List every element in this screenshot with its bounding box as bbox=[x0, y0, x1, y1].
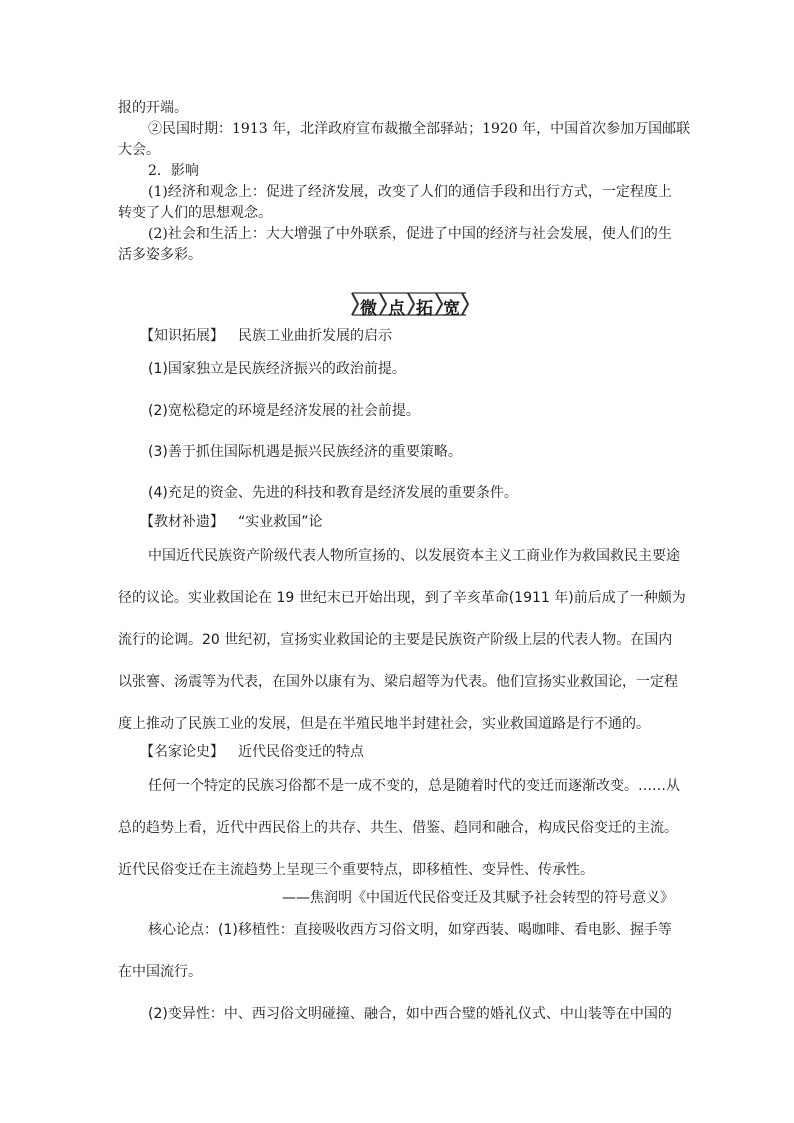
scholar-line: 近代民俗变迁在主流趋势上呈现三个重要特点，即移植性、变异性、传承性。 bbox=[118, 862, 594, 878]
text-line: (1)经济和观念上：促进了经济发展，改变了人们的通信手段和出行方式，一定程度上 bbox=[148, 184, 672, 200]
text-line: 大会。 bbox=[118, 142, 160, 158]
knowledge-tag: 【知识拓展】 bbox=[140, 328, 224, 344]
textbook-line: 流行的论调。20 世纪初，宣扬实业救国论的主要是民族资产阶级上层的代表人物。在国内 bbox=[118, 632, 673, 648]
knowledge-heading bbox=[140, 327, 392, 345]
scholar-line: 任何一个特定的民族习俗都不是一成不变的，总是随着时代的变迁而逐渐改变。……从 bbox=[148, 778, 680, 794]
textbook-tag: 【教材补遗】 bbox=[140, 514, 224, 530]
knowledge-item: (1)国家独立是民族经济振兴的政治前提。 bbox=[148, 361, 406, 377]
textbook-line: 以张謇、汤震等为代表，在国外以康有为、梁启超等为代表。他们宣扬实业救国论，一定程 bbox=[118, 674, 678, 690]
knowledge-item: (3)善于抓住国际机遇是振兴民族经济的重要策略。 bbox=[148, 444, 462, 460]
textbook-line: 中国近代民族资产阶级代表人物所宣扬的、以发展资本主义工商业作为救国救民主要途 bbox=[148, 548, 680, 564]
text-line: ②民国时期：1913 年，北洋政府宣布裁撤全部驿站；1920 年，中国首次参加万国邮联 bbox=[148, 121, 691, 137]
scholar-source: ——焦润明《中国近代民俗变迁及其赋予社会转型的符号意义》 bbox=[282, 890, 674, 906]
core-line: 核心论点：(1)移植性：直接吸收西方习俗文明，如穿西装、喝咖啡、看电影、握手等 bbox=[148, 922, 672, 938]
banner-char: 点 bbox=[388, 299, 405, 319]
scholar-line: 总的趋势上看，近代中西民俗上的共存、共生、借鉴、趋同和融合，构成民俗变迁的主流。 bbox=[118, 820, 678, 836]
textbook-line: 度上推动了民族工业的发展，但是在半殖民地半封建社会，实业救国道路是行不通的。 bbox=[118, 716, 650, 732]
knowledge-title: 民族工业曲折发展的启示 bbox=[238, 328, 392, 344]
banner-char: 微 bbox=[360, 299, 377, 319]
core-line: (2)变异性：中、西习俗文明碰撞、融合，如中西合璧的婚礼仪式、中山装等在中国的 bbox=[148, 1006, 672, 1022]
section-banner bbox=[350, 290, 470, 318]
text-line: 活多姿多彩。 bbox=[118, 247, 202, 263]
knowledge-item: (4)充足的资金、先进的科技和教育是经济发展的重要条件。 bbox=[148, 485, 518, 501]
scholar-tag: 【名家论史】 bbox=[140, 744, 224, 760]
text-line: 转变了人们的思想观念。 bbox=[118, 205, 272, 221]
banner-char: 拓 bbox=[416, 299, 433, 319]
text-line: 报的开端。 bbox=[118, 100, 188, 116]
textbook-heading bbox=[140, 513, 323, 531]
text-line: (2)社会和生活上：大大增强了中外联系，促进了中国的经济与社会发展，使人们的生 bbox=[148, 226, 672, 242]
core-line: 在中国流行。 bbox=[118, 964, 202, 980]
scholar-heading bbox=[140, 743, 364, 761]
textbook-line: 径的议论。实业救国论在 19 世纪末已开始出现，到了辛亥革命(1911 年)前后成了一种颇为 bbox=[118, 590, 686, 606]
banner-char: 宽 bbox=[443, 299, 460, 319]
section-heading: 2．影响 bbox=[148, 163, 199, 179]
knowledge-item: (2)宽松稳定的环境是经济发展的社会前提。 bbox=[148, 403, 420, 419]
textbook-title: “实业救国”论 bbox=[238, 514, 323, 530]
scholar-title: 近代民俗变迁的特点 bbox=[238, 744, 364, 760]
